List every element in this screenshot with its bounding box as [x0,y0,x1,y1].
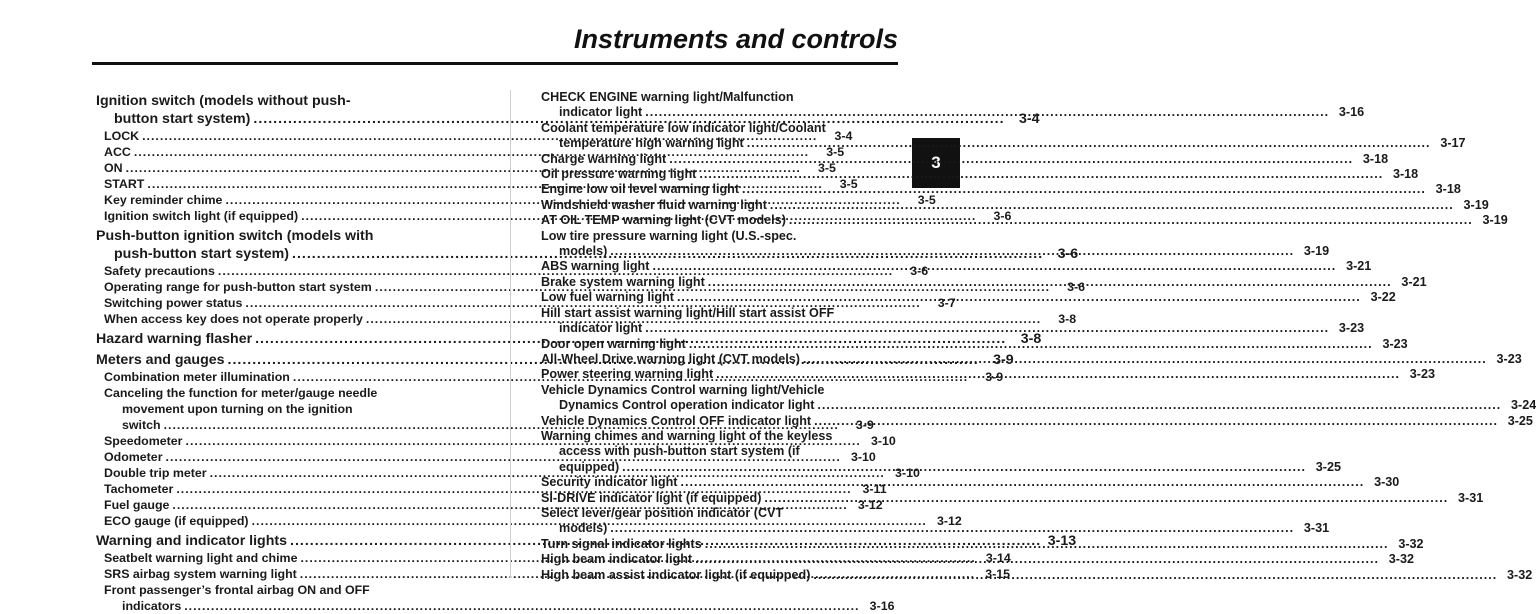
toc-page-number: 3-10 [870,434,896,448]
toc-page-number: 3-7 [937,296,956,310]
leader-dots [789,213,1473,228]
leader-dots [813,568,1497,583]
toc-entry-title: Low tire pressure warning light (U.S.-spec. [541,228,797,243]
toc-page-number: 3-24 [1511,398,1536,413]
toc-entry-title: SI-DRIVE indicator light (if equipped) [541,490,762,505]
toc-page-number: 3-22 [1370,290,1396,305]
toc-entry[interactable] [541,382,1536,414]
toc-entry-title: ACC [104,145,131,159]
toc-entry-title: ABS warning light [541,259,650,274]
toc-entry-title: Door open warning light [541,336,686,351]
toc-entry-title: Warning chimes and warning light of the keyless [541,428,833,443]
toc-entry-title: Select lever/gear position indicator (CVT [541,505,784,520]
leader-dots [705,537,1389,552]
toc-entry-title: When access key does not operate properly [104,312,363,326]
toc-page-number: 3-23 [1496,351,1522,366]
toc-page-number: 3-11 [862,482,887,496]
toc-page-number: 3-13 [1047,533,1077,549]
toc-entry-title: Warning and indicator lights [96,533,288,549]
toc-page-number: 3-12 [937,514,962,528]
toc-page-number: 3-21 [1346,259,1372,274]
toc-page-number: 3-9 [993,352,1014,368]
toc-entry-title: Dynamics Control operation indicator light [559,398,815,413]
toc-page-number: 3-10 [895,466,920,480]
toc-page-number: 3-8 [1058,312,1077,326]
toc-entry-title: switch [122,418,161,432]
leader-dots [817,398,1501,413]
toc-entry-title: Meters and gauges [96,352,225,368]
toc-page-number: 3-8 [1020,331,1042,347]
toc-page-number: 3-6 [993,209,1012,223]
toc-page-number: 3-15 [985,567,1011,581]
toc-entry-title: Hazard warning flasher [96,331,253,347]
toc-page-number: 3-18 [1362,151,1389,166]
toc-entry-title: button start system) [114,111,251,127]
toc-entry-title: High beam assist indicator light (if equipped) [541,567,811,582]
toc-entry-title: indicator light [559,105,643,120]
toc-entry-title: SRS airbag system warning light [104,567,297,581]
toc-page-number: 3-25 [1315,459,1342,474]
leader-dots [747,136,1431,151]
toc-entry-title: Windshield washer fluid warning light [541,197,767,212]
toc-page-number: 3-23 [1338,321,1365,336]
toc-entry-title: Engine low oil level warning light [541,182,740,197]
toc-entry-title: AT OIL TEMP warning light (CVT models) [541,213,786,228]
toc-page-number: 3-31 [1303,521,1330,536]
toc-entry[interactable] [541,120,1466,152]
toc-page-number: 3-21 [1401,274,1427,289]
toc-entry[interactable] [541,413,1533,429]
toc-entry-title: Tachometer [104,482,174,496]
toc-page-number: 3-6 [1067,280,1086,294]
toc-entry-title: models) [559,521,608,536]
toc-page-number: 3-9 [855,418,874,432]
toc-page-number: 3-5 [839,177,858,191]
leader-dots [680,475,1364,490]
leader-dots [184,598,859,614]
toc-entry-title: START [104,177,145,191]
leader-dots [770,198,1454,213]
leader-dots [764,491,1448,506]
toc-page-number: 3-19 [1482,213,1508,228]
toc-entry-title: Low fuel warning light [541,290,674,305]
toc-page-number: 3-12 [857,498,883,512]
toc-page-number: 3-25 [1507,413,1533,428]
toc-entry-title: Hill start assist warning light/Hill start assist OFF [541,305,835,320]
toc-entry[interactable] [96,582,895,614]
toc-entry-title: Combination meter illumination [104,370,290,384]
toc-entry-title: ON [104,161,123,175]
leader-dots [699,167,1383,182]
toc-page-number: 3-32 [1388,552,1414,567]
toc-entry-title: Security indicator light [541,475,678,490]
toc-entry[interactable] [541,167,1419,182]
toc-entry-title: Ignition switch (models without push- [96,93,351,109]
leader-dots [610,244,1294,259]
toc-page-number: 3-6 [1057,246,1079,262]
leader-dots [652,259,1336,274]
toc-entry-title: High beam indicator light [541,552,693,567]
toc-entry-title: Front passenger’s frontal airbag ON and OFF [104,583,370,597]
toc-page-number: 3-18 [1435,182,1461,197]
leader-dots [803,352,1487,367]
toc-entry-title: Turn signal indicator lights [541,536,702,551]
toc-entry[interactable] [541,475,1400,490]
toc-page-number: 3-4 [1019,111,1040,127]
toc-page-number: 3-4 [834,129,853,143]
toc-entry-title: push-button start system) [114,246,289,262]
toc-entry-title: indicator light [559,321,643,336]
toc-entry-title: access with push-button start system (if [559,444,800,459]
leader-dots [622,460,1306,475]
page-title: Instruments and controls [573,24,898,54]
toc-entry-title: Vehicle Dynamics Control OFF indicator light [541,413,812,428]
toc-page-number: 3-6 [910,264,929,278]
toc-page-number: 3-16 [869,599,895,613]
toc-entry-title: Brake system warning light [541,274,705,289]
toc-entry-title: Key reminder chime [104,193,223,207]
leader-dots [708,275,1392,290]
toc-entry-title: All-Wheel Drive warning light (CVT models) [541,351,800,366]
leader-dots [610,521,1294,536]
toc-page-number: 3-18 [1392,167,1419,182]
toc-entry-title: Operating range for push-button start system [104,280,372,294]
toc-entry-title: Ignition switch light (if equipped) [104,209,299,223]
leader-dots [669,152,1353,167]
toc-entry[interactable] [541,182,1461,197]
leader-dots [695,552,1379,567]
toc-page-number: 3-19 [1463,197,1489,212]
toc-page-number: 3-31 [1458,490,1484,505]
leader-dots [645,105,1329,120]
toc-page-number: 3-23 [1409,367,1435,382]
header-rule [92,62,898,65]
leader-dots [814,414,1498,429]
toc-entry-title: Safety precautions [104,264,215,278]
toc-page-number: 3-5 [817,161,836,175]
toc-page-number: 3-32 [1398,536,1424,551]
chapter-number: 3 [931,153,941,172]
toc-page-number: 3-16 [1338,105,1365,120]
toc-page-number: 3-17 [1440,136,1466,151]
toc-page-number: 3-14 [985,551,1011,565]
toc-entry-title: Coolant temperature low indicator light/Coolant [541,120,826,135]
leader-dots [689,337,1373,352]
toc-page-number: 3-9 [985,370,1004,384]
toc-entry-title: Power steering warning light [541,367,714,382]
toc-entry-title: Double trip meter [104,466,207,480]
column-divider [510,90,511,578]
toc-entry-title: models) [559,244,608,259]
toc-entry-title: Oil pressure warning light [541,167,697,182]
toc-entry-title: Switching power status [104,296,243,310]
leader-dots [645,321,1329,336]
toc-entry-title: ECO gauge (if equipped) [104,514,249,528]
toc-entry-title: Push-button ignition switch (models with [96,228,374,244]
toc-entry-title: Odometer [104,450,163,464]
toc-entry-title: equipped) [559,459,620,474]
toc-page-number: 3-30 [1374,475,1400,490]
leader-dots [677,290,1361,305]
toc-entry[interactable] [541,151,1389,167]
toc-entry-title: Fuel gauge [104,498,170,512]
toc-entry-title: CHECK ENGINE warning light/Malfunction [541,90,794,104]
toc-page-number: 3-5 [826,145,845,159]
toc-page-number: 3-23 [1382,336,1408,351]
toc-entry-title: movement upon turning on the ignition [122,402,353,416]
leader-dots [716,367,1400,382]
toc-page-number: 3-32 [1507,567,1533,582]
toc-entry-title: indicators [122,599,182,613]
toc-entry-title: Seatbelt warning light and chime [104,551,298,565]
leader-dots [742,182,1426,197]
toc-entry[interactable] [541,490,1484,506]
toc-entry-title: Charge warning light [541,151,667,166]
toc-page-number: 3-5 [917,193,936,207]
toc-page-number: 3-19 [1303,244,1330,259]
toc-page-number: 3-10 [850,450,876,464]
toc-entry-title: temperature high warning light [559,136,744,151]
toc-entry-title: Canceling the function for meter/gauge needle [104,386,378,400]
toc-entry-title: Speedometer [104,434,183,448]
toc-entry-title: LOCK [104,129,140,143]
toc-entry-title: Vehicle Dynamics Control warning light/Vehicle [541,382,825,397]
